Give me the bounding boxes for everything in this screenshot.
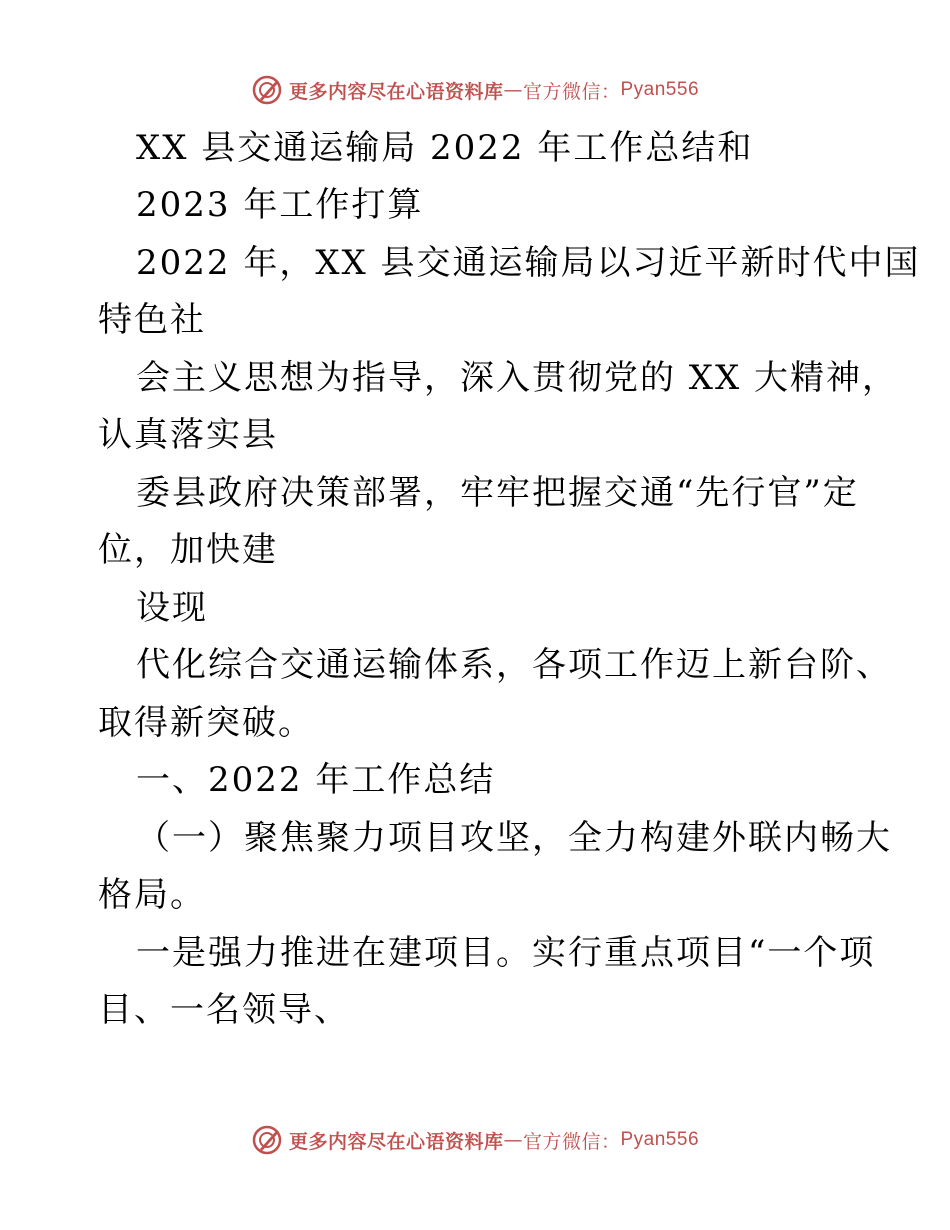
title-line-1: XX 县交通运输局 2022 年工作总结和	[136, 128, 754, 168]
watermark-dash: —	[503, 79, 523, 101]
watermark-dash: —	[503, 1129, 523, 1151]
paragraph-line: 代化综合交通运输体系，各项工作迈上新台阶、	[136, 645, 892, 685]
subsection-heading: （一）聚焦聚力项目攻坚，全力构建外联内畅大	[136, 818, 892, 858]
pen-logo-icon	[251, 1124, 283, 1156]
section-heading: 一、2022 年工作总结	[136, 760, 496, 800]
paragraph-line: 会主义思想为指导，深入贯彻党的 XX 大精神，	[136, 358, 899, 398]
paragraph-line: 目、一名领导、	[98, 990, 350, 1030]
watermark-label: 官方微信：	[522, 1130, 621, 1153]
paragraph-line: 2022 年，XX 县交通运输局以习近平新时代中国	[136, 243, 921, 283]
watermark-account: Pyan556	[620, 1129, 700, 1150]
paragraph-line: 委县政府决策部署，牢牢把握交通“先行官”定	[136, 473, 859, 513]
paragraph-line: 位，加快建	[98, 530, 278, 570]
paragraph-line: 一是强力推进在建项目。实行重点项目“一个项	[136, 933, 876, 973]
footer-watermark	[0, 1120, 950, 1160]
paragraph-line: 认真落实县	[98, 415, 278, 455]
paragraph-line: 取得新突破。	[98, 703, 314, 743]
paragraph-line: 格局。	[98, 875, 206, 915]
title-line-2: 2023 年工作打算	[136, 185, 424, 225]
watermark-account: Pyan556	[620, 79, 700, 100]
paragraph-line: 设现	[136, 588, 208, 628]
paragraph-line: 特色社	[98, 300, 206, 340]
watermark-label: 官方微信：	[522, 80, 621, 103]
watermark-site: 更多内容尽在心语资料库	[288, 80, 504, 103]
watermark-site: 更多内容尽在心语资料库	[288, 1130, 504, 1153]
